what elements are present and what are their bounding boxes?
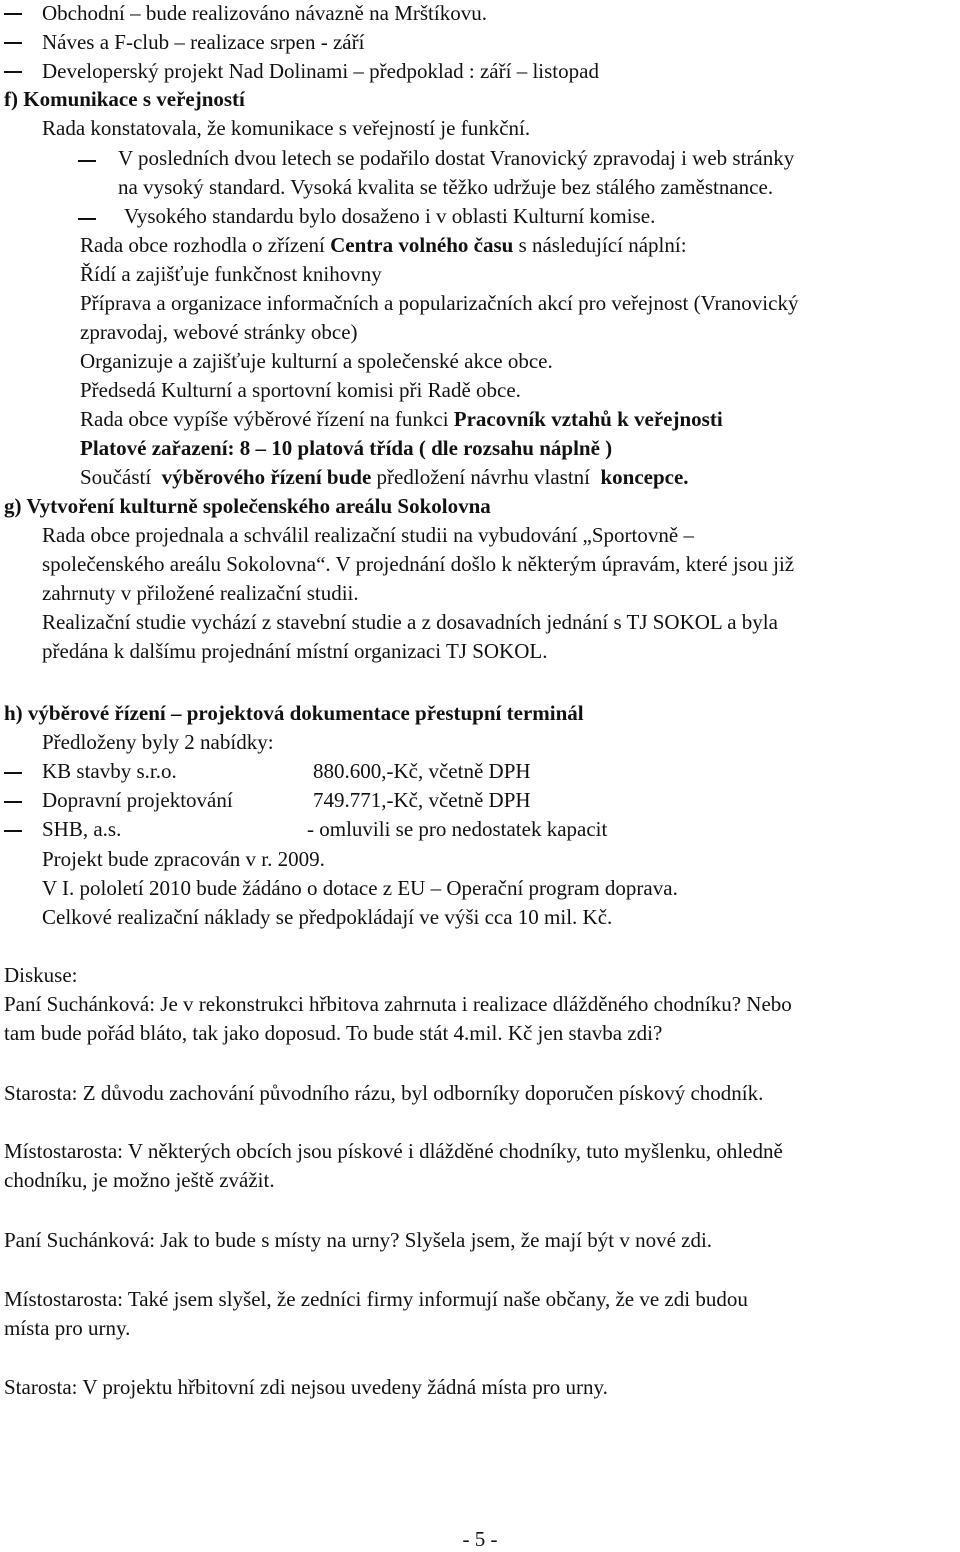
dash-bullet [4,801,22,803]
discussion-line: místa pro urny. [4,1316,131,1340]
discussion-line: Místostarosta: V některých obcích jsou pískové i dlážděné chodníky, tuto myšlenku, ohledně [4,1139,783,1163]
section-h-after: Projekt bude zpracován v r. 2009. [42,847,325,871]
discussion-heading: Diskuse: [4,963,78,987]
dash-bullet [4,772,22,774]
napln-item: Předsedá Kulturní a sportovní komisi při Radě obce. [80,378,521,402]
dash-bullet [4,830,22,832]
napln-item: zpravodaj, webové stránky obce) [80,320,358,344]
dash-bullet [4,71,22,73]
discussion-line: chodníku, je možno ještě zvážit. [4,1168,275,1192]
page-number: - 5 - [462,1527,498,1551]
offer-name: Dopravní projektování [42,788,233,812]
section-f-bullet: V posledních dvou letech se podařilo dostat Vranovický zpravodaj i web stránky [118,146,795,170]
offer-name: SHB, a.s. [42,817,122,841]
dash-bullet [4,13,22,15]
section-h-after: V I. pololetí 2010 bude žádáno o dotace z EU – Operační program doprava. [42,876,678,900]
section-f-intro: Rada konstatovala, že komunikace s veřejností je funkční. [42,116,531,140]
discussion-line: Paní Suchánková: Je v rekonstrukci hřbitova zahrnuta i realizace dlážděného chodníku? Nebo [4,992,792,1016]
platove-line: Platové zařazení: 8 – 10 platová třída ( dle rozsahu náplně ) [80,436,613,460]
napln-item: Příprava a organizace informačních a popularizačních akcí pro veřejnost (Vranovický [80,291,799,315]
offer-value: 749.771,-Kč, včetně DPH [313,788,531,812]
top-item: Obchodní – bude realizováno návazně na Mrštíkovu. [42,1,487,25]
section-g-line: společenského areálu Sokolovna“. V projednání došlo k některým úpravám, které jsou již [42,552,795,576]
soucasti-line: Součástí výběrového řízení bude předložení návrhu vlastní koncepce. [80,465,689,489]
top-item: Náves a F-club – realizace srpen - září [42,30,365,54]
section-f-bullet-cont: na vysoký standard. Vysoká kvalita se těžko udržuje bez stálého zaměstnance. [118,175,774,199]
section-g-line: zahrnuty v přiložené realizační studii. [42,581,359,605]
dash-bullet [78,160,96,162]
section-g-line: Realizační studie vychází z stavební studie a z dosavadních jednání s TJ SOKOL a byla [42,610,778,634]
section-h-heading: h) výběrové řízení – projektová dokumentace přestupní terminál [4,701,584,725]
discussion-line: tam bude pořád bláto, tak jako doposud. To bude stát 4.mil. Kč jen stavba zdi? [4,1021,663,1045]
section-g-line: předána k dalšímu projednání místní organizaci TJ SOKOL. [42,639,548,663]
section-g-line: Rada obce projednala a schválil realizační studii na vybudování „Sportovně – [42,523,694,547]
top-item: Developerský projekt Nad Dolinami – předpoklad : září – listopad [42,59,599,83]
offer-value: - omluvili se pro nedostatek kapacit [307,817,608,841]
dash-bullet [78,218,96,220]
offer-name: KB stavby s.r.o. [42,759,177,783]
section-h-intro: Předloženy byly 2 nabídky: [42,730,274,754]
centrum-line: Rada obce rozhodla o zřízení Centra volného času s následující náplní: [80,233,687,257]
discussion-line: Starosta: V projektu hřbitovní zdi nejsou uvedeny žádná místa pro urny. [4,1375,608,1399]
section-f-bullet: Vysokého standardu bylo dosaženo i v oblasti Kulturní komise. [124,204,656,228]
offer-value: 880.600,-Kč, včetně DPH [313,759,531,783]
vyber-line: Rada obce vypíše výběrové řízení na funkci Pracovník vztahů k veřejnosti [80,407,723,431]
napln-item: Řídí a zajišťuje funkčnost knihovny [80,262,382,286]
napln-item: Organizuje a zajišťuje kulturní a společenské akce obce. [80,349,553,373]
section-h-after: Celkové realizační náklady se předpokládají ve výši cca 10 mil. Kč. [42,905,613,929]
discussion-line: Starosta: Z důvodu zachování původního rázu, byl odborníky doporučen pískový chodník. [4,1081,764,1105]
discussion-line: Místostarosta: Také jsem slyšel, že zedníci firmy informují naše občany, že ve zdi budou [4,1287,748,1311]
section-f-heading: f) Komunikace s veřejností [4,87,245,111]
discussion-line: Paní Suchánková: Jak to bude s místy na urny? Slyšela jsem, že mají být v nové zdi. [4,1228,713,1252]
dash-bullet [4,42,22,44]
section-g-heading: g) Vytvoření kulturně společenského areálu Sokolovna [4,494,491,518]
